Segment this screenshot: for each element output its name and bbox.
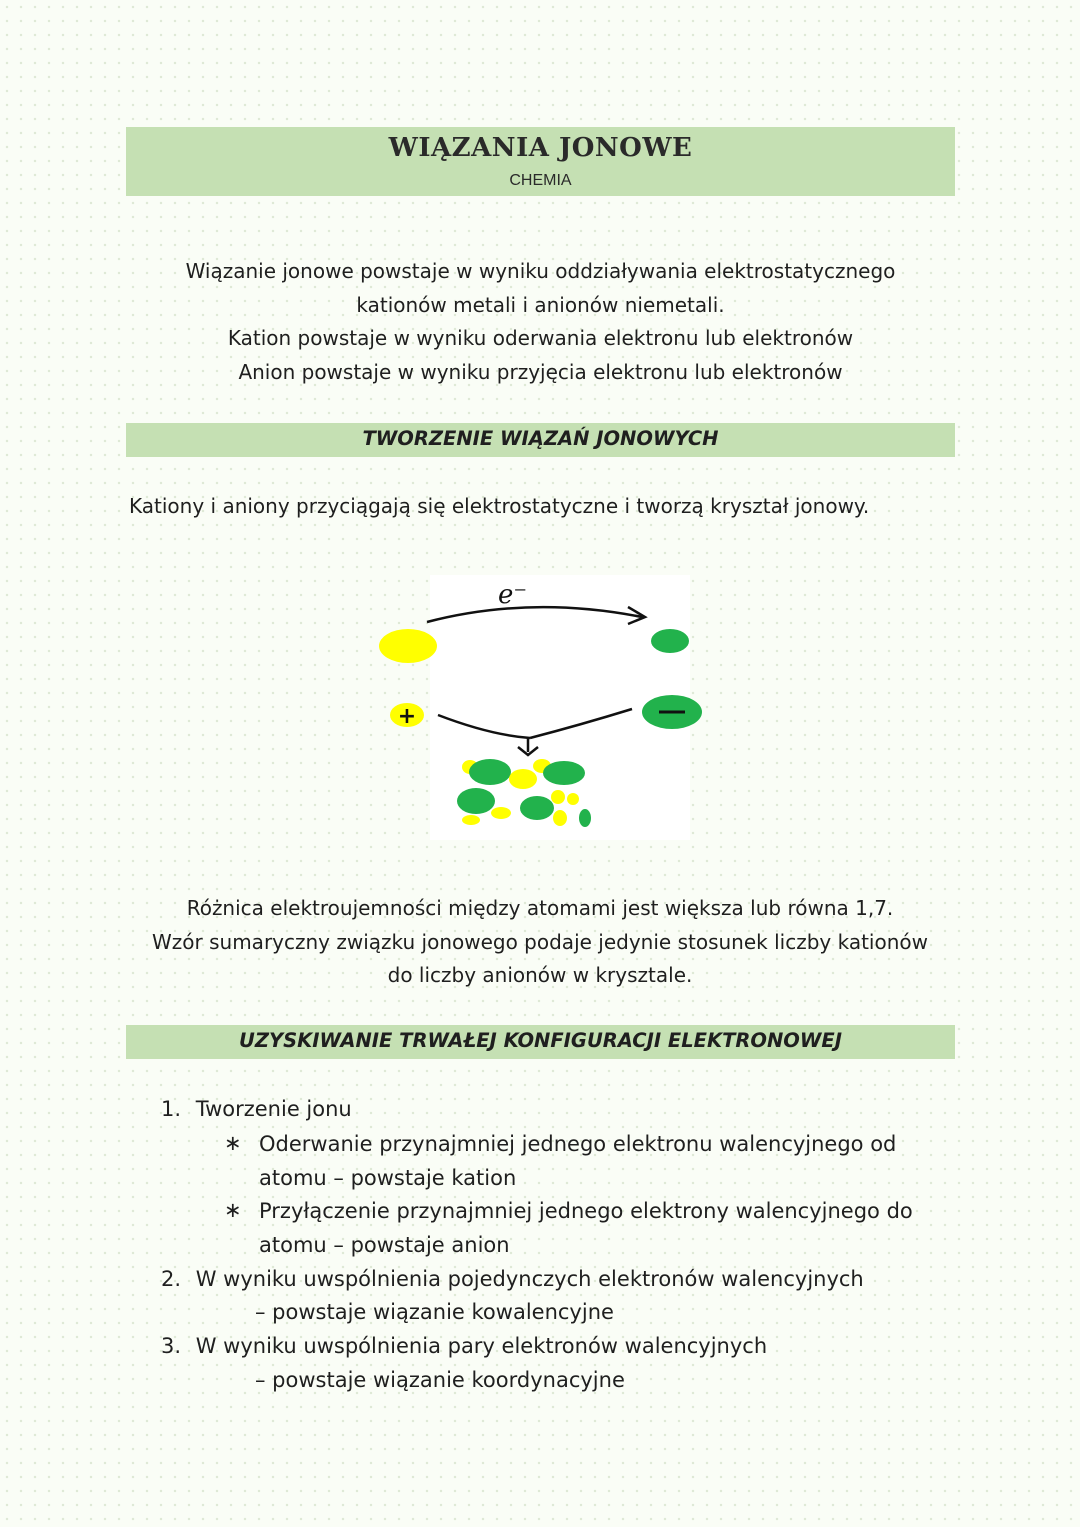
section-title: UZYSKIWANIE TRWAŁEJ KONFIGURACJI ELEKTRONOWEJ xyxy=(239,1029,842,1052)
list-item-3 xyxy=(161,1332,767,1360)
intro-line: Anion powstaje w wyniku przyjęcia elektronu lub elektronów xyxy=(238,359,843,384)
page-subtitle: CHEMIA xyxy=(509,172,572,189)
intro-paragraph xyxy=(126,255,955,389)
list-text: W wyniku uwspólnienia pojedynczych elektronów walencyjnych xyxy=(195,1267,864,1291)
metal-atom xyxy=(379,629,437,663)
electron-label: e⁻ xyxy=(498,580,528,610)
bullet-symbol: ∗ xyxy=(224,1198,242,1222)
ionic-crystal xyxy=(456,759,591,827)
list-subtext: – powstaje wiązanie koordynacyjne xyxy=(255,1368,625,1392)
nonmetal-atom xyxy=(651,629,689,653)
list-text: W wyniku uwspólnienia pary elektronów walencyjnych xyxy=(195,1334,768,1358)
note-line: do liczby anionów w krysztale. xyxy=(387,963,693,987)
cation-sign: + xyxy=(397,704,417,729)
note-line: Wzór sumaryczny związku jonowego podaje jedynie stosunek liczby kationów xyxy=(152,929,928,954)
section1-text-line: Kationy i aniony przyciągają się elektrostatyczne i tworzą kryształ jonowy. xyxy=(129,494,870,518)
intro-line: kationów metali i anionów niemetali. xyxy=(356,292,725,317)
title-banner xyxy=(126,127,955,196)
list-number: 1. xyxy=(161,1097,182,1121)
list-item-1 xyxy=(161,1095,352,1123)
bullet-text: atomu – powstaje anion xyxy=(259,1233,510,1257)
section1-notes xyxy=(105,892,975,993)
section-banner-configuration xyxy=(126,1025,955,1059)
note-line: Różnica elektroujemności między atomami jest większa lub równa 1,7. xyxy=(186,896,894,920)
section1-text xyxy=(129,490,958,524)
section-banner-formation xyxy=(126,423,955,457)
bullet-text: Przyłączenie przynajmniej jednego elektrony walencyjnego do xyxy=(259,1199,913,1223)
page-title: WIĄZANIA JONOWE xyxy=(388,133,693,163)
intro-line: Kation powstaje w wyniku oderwania elektronu lub elektronów xyxy=(227,326,854,350)
ionic-bond-diagram xyxy=(370,575,710,840)
list-item-2 xyxy=(161,1265,864,1293)
list-subtext: – powstaje wiązanie kowalencyjne xyxy=(255,1300,614,1324)
bullet-text: atomu – powstaje kation xyxy=(259,1166,517,1190)
section-title: TWORZENIE WIĄZAŃ JONOWYCH xyxy=(362,427,719,450)
list-number: 3. xyxy=(161,1334,182,1358)
bullet-symbol: ∗ xyxy=(224,1131,242,1155)
bullet-text: Oderwanie przynajmniej jednego elektronu walencyjnego od xyxy=(259,1132,897,1156)
list-number: 2. xyxy=(161,1267,182,1291)
list-text: Tworzenie jonu xyxy=(195,1097,352,1121)
intro-line: Wiązanie jonowe powstaje w wyniku oddziaływania elektrostatycznego xyxy=(185,259,896,283)
